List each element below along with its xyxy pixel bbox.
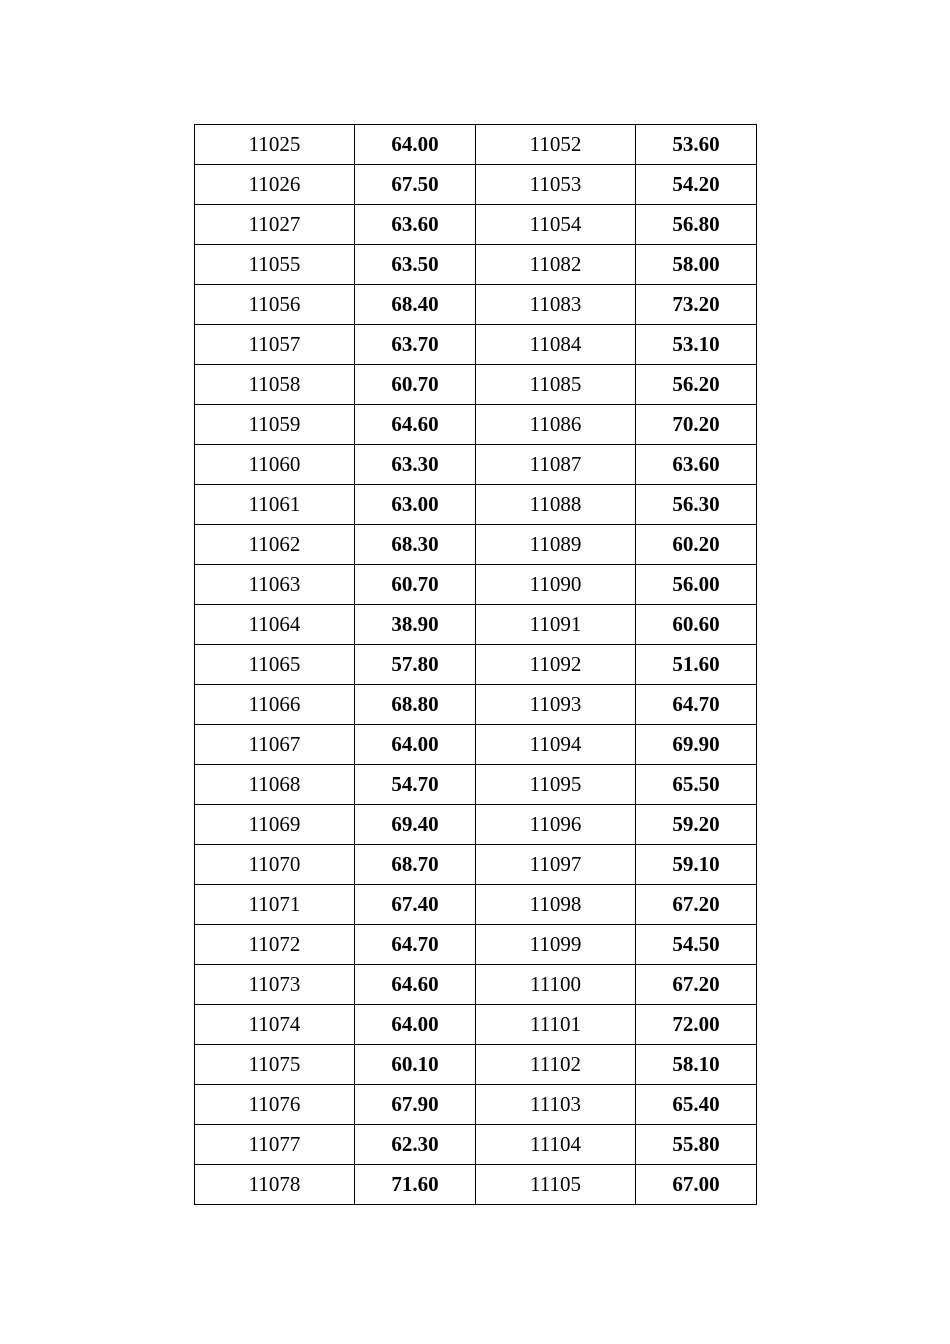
score-cell-left: 68.70	[355, 845, 476, 885]
id-cell-left: 11066	[195, 685, 355, 725]
score-cell-right: 67.20	[636, 965, 757, 1005]
score-cell-right: 55.80	[636, 1125, 757, 1165]
score-cell-left: 69.40	[355, 805, 476, 845]
id-cell-left: 11057	[195, 325, 355, 365]
score-cell-right: 53.60	[636, 125, 757, 165]
table-row	[195, 165, 757, 205]
id-cell-right: 11090	[476, 565, 636, 605]
score-cell-left: 68.30	[355, 525, 476, 565]
id-cell-left: 11025	[195, 125, 355, 165]
score-cell-right: 53.10	[636, 325, 757, 365]
table-row	[195, 885, 757, 925]
score-cell-right: 64.70	[636, 685, 757, 725]
table-row	[195, 805, 757, 845]
id-cell-left: 11056	[195, 285, 355, 325]
score-cell-right: 63.60	[636, 445, 757, 485]
score-cell-right: 67.00	[636, 1165, 757, 1205]
id-cell-right: 11088	[476, 485, 636, 525]
score-cell-left: 63.00	[355, 485, 476, 525]
id-cell-left: 11073	[195, 965, 355, 1005]
id-cell-left: 11067	[195, 725, 355, 765]
id-cell-right: 11054	[476, 205, 636, 245]
table-row	[195, 1125, 757, 1165]
id-cell-right: 11098	[476, 885, 636, 925]
score-cell-left: 68.80	[355, 685, 476, 725]
id-cell-right: 11100	[476, 965, 636, 1005]
score-cell-left: 68.40	[355, 285, 476, 325]
id-cell-left: 11075	[195, 1045, 355, 1085]
score-cell-right: 65.40	[636, 1085, 757, 1125]
score-cell-left: 67.90	[355, 1085, 476, 1125]
table-row	[195, 405, 757, 445]
scores-table-body	[195, 125, 757, 1205]
score-cell-right: 56.30	[636, 485, 757, 525]
id-cell-right: 11094	[476, 725, 636, 765]
score-cell-right: 56.00	[636, 565, 757, 605]
score-cell-right: 70.20	[636, 405, 757, 445]
id-cell-left: 11055	[195, 245, 355, 285]
id-cell-left: 11063	[195, 565, 355, 605]
id-cell-right: 11089	[476, 525, 636, 565]
id-cell-left: 11027	[195, 205, 355, 245]
id-cell-left: 11072	[195, 925, 355, 965]
table-row	[195, 1165, 757, 1205]
table-row	[195, 445, 757, 485]
table-row	[195, 685, 757, 725]
id-cell-right: 11084	[476, 325, 636, 365]
id-cell-right: 11101	[476, 1005, 636, 1045]
score-cell-right: 73.20	[636, 285, 757, 325]
id-cell-left: 11078	[195, 1165, 355, 1205]
score-cell-left: 63.60	[355, 205, 476, 245]
table-row	[195, 125, 757, 165]
id-cell-left: 11070	[195, 845, 355, 885]
id-cell-right: 11102	[476, 1045, 636, 1085]
score-cell-right: 51.60	[636, 645, 757, 685]
score-cell-left: 63.50	[355, 245, 476, 285]
table-row	[195, 205, 757, 245]
id-cell-left: 11060	[195, 445, 355, 485]
id-cell-right: 11091	[476, 605, 636, 645]
id-cell-left: 11058	[195, 365, 355, 405]
score-cell-right: 54.50	[636, 925, 757, 965]
table-row	[195, 645, 757, 685]
score-cell-right: 54.20	[636, 165, 757, 205]
table-row	[195, 845, 757, 885]
id-cell-left: 11071	[195, 885, 355, 925]
id-cell-left: 11061	[195, 485, 355, 525]
table-row	[195, 485, 757, 525]
score-cell-right: 59.10	[636, 845, 757, 885]
score-cell-left: 64.00	[355, 725, 476, 765]
id-cell-right: 11092	[476, 645, 636, 685]
score-cell-left: 64.00	[355, 1005, 476, 1045]
score-cell-left: 62.30	[355, 1125, 476, 1165]
id-cell-right: 11086	[476, 405, 636, 445]
table-row	[195, 325, 757, 365]
id-cell-right: 11083	[476, 285, 636, 325]
id-cell-right: 11104	[476, 1125, 636, 1165]
score-cell-left: 64.70	[355, 925, 476, 965]
score-cell-left: 54.70	[355, 765, 476, 805]
score-cell-right: 59.20	[636, 805, 757, 845]
id-cell-right: 11087	[476, 445, 636, 485]
score-cell-left: 63.30	[355, 445, 476, 485]
score-cell-right: 58.00	[636, 245, 757, 285]
id-cell-left: 11064	[195, 605, 355, 645]
id-cell-right: 11082	[476, 245, 636, 285]
table-row	[195, 525, 757, 565]
id-cell-left: 11068	[195, 765, 355, 805]
id-cell-left: 11065	[195, 645, 355, 685]
score-cell-right: 56.20	[636, 365, 757, 405]
table-row	[195, 1045, 757, 1085]
id-cell-left: 11062	[195, 525, 355, 565]
table-row	[195, 1005, 757, 1045]
score-cell-left: 60.10	[355, 1045, 476, 1085]
score-cell-left: 64.00	[355, 125, 476, 165]
score-cell-right: 72.00	[636, 1005, 757, 1045]
score-cell-right: 58.10	[636, 1045, 757, 1085]
id-cell-left: 11076	[195, 1085, 355, 1125]
table-row	[195, 565, 757, 605]
id-cell-left: 11069	[195, 805, 355, 845]
score-cell-left: 67.50	[355, 165, 476, 205]
score-cell-left: 71.60	[355, 1165, 476, 1205]
table-row	[195, 605, 757, 645]
id-cell-right: 11053	[476, 165, 636, 205]
score-cell-right: 60.60	[636, 605, 757, 645]
score-cell-left: 67.40	[355, 885, 476, 925]
id-cell-left: 11059	[195, 405, 355, 445]
id-cell-left: 11074	[195, 1005, 355, 1045]
score-cell-left: 57.80	[355, 645, 476, 685]
table-row	[195, 925, 757, 965]
id-cell-right: 11095	[476, 765, 636, 805]
id-cell-right: 11105	[476, 1165, 636, 1205]
score-cell-left: 63.70	[355, 325, 476, 365]
table-row	[195, 965, 757, 1005]
id-cell-right: 11085	[476, 365, 636, 405]
id-cell-right: 11052	[476, 125, 636, 165]
table-row	[195, 765, 757, 805]
id-cell-right: 11096	[476, 805, 636, 845]
id-cell-left: 11026	[195, 165, 355, 205]
id-cell-right: 11097	[476, 845, 636, 885]
score-cell-left: 38.90	[355, 605, 476, 645]
id-cell-right: 11099	[476, 925, 636, 965]
score-cell-right: 56.80	[636, 205, 757, 245]
score-cell-left: 60.70	[355, 365, 476, 405]
table-row	[195, 245, 757, 285]
score-cell-left: 64.60	[355, 405, 476, 445]
id-cell-left: 11077	[195, 1125, 355, 1165]
score-cell-left: 60.70	[355, 565, 476, 605]
table-row	[195, 725, 757, 765]
table-row	[195, 365, 757, 405]
score-cell-left: 64.60	[355, 965, 476, 1005]
table-row	[195, 1085, 757, 1125]
score-cell-right: 60.20	[636, 525, 757, 565]
table-row	[195, 285, 757, 325]
score-cell-right: 69.90	[636, 725, 757, 765]
score-cell-right: 67.20	[636, 885, 757, 925]
id-cell-right: 11093	[476, 685, 636, 725]
scores-table	[194, 124, 757, 1205]
id-cell-right: 11103	[476, 1085, 636, 1125]
score-cell-right: 65.50	[636, 765, 757, 805]
